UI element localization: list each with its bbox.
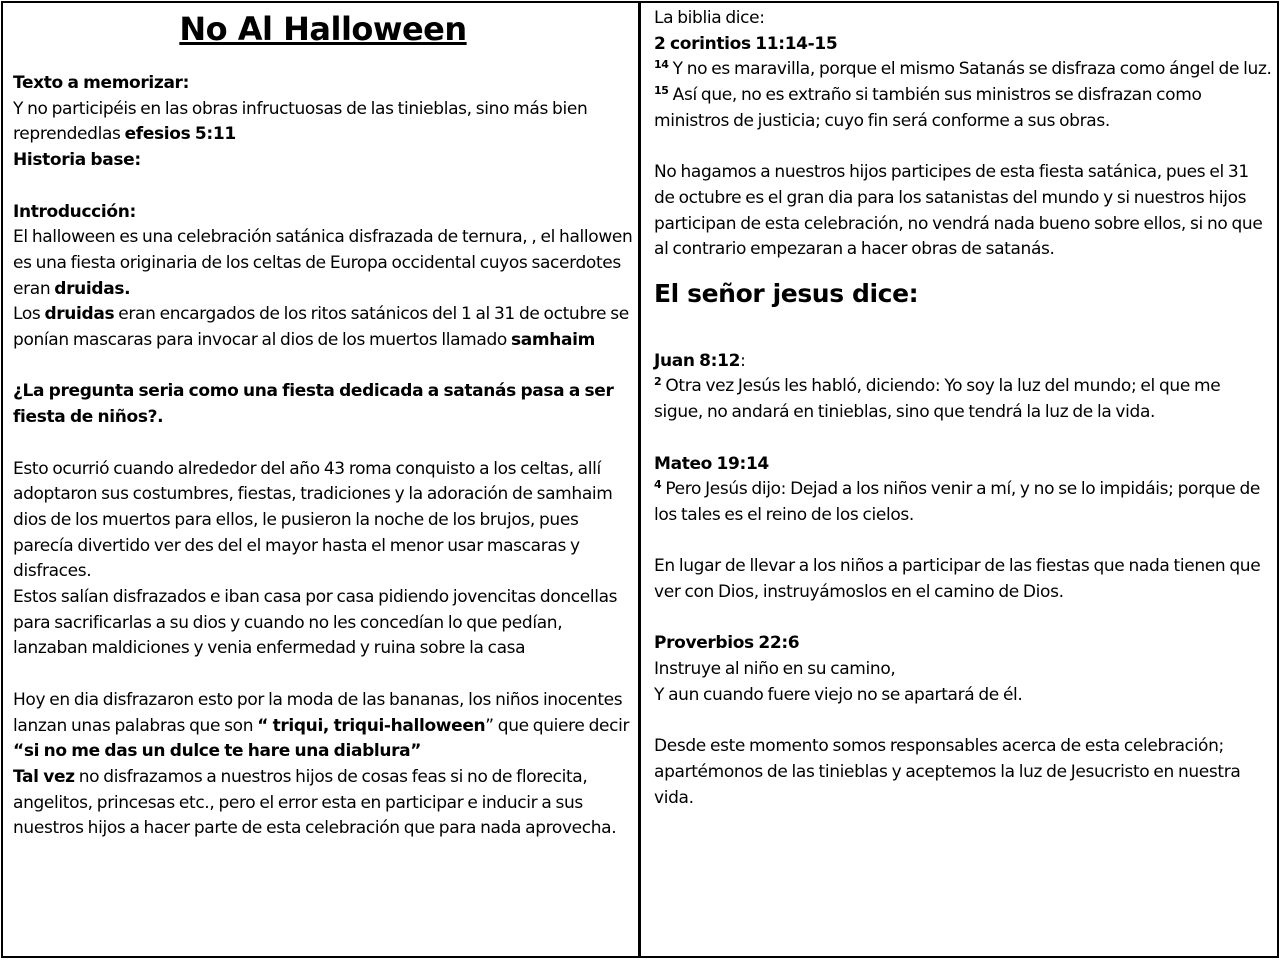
verse-15: $^{15}$ Así que, no es extraño si también sus ministros se disfrazan como ministros de justicia; cuyo fin será conforme a sus obras.: [654, 84, 1202, 131]
page-title: No Al Halloween: [179, 10, 467, 48]
history-paragraph-1: Esto ocurrió cuando alrededor del año 43 roma conquisto a los celtas, allí adoptaron sus costumbres, fiestas, tradiciones y la adoración de samhaim dios de los muertos para ellos, le pusieron la noche de los brujos, pues parecía divertido ver des del el mayor hasta el menor usar mascaras y disfraces.: [13, 458, 613, 582]
reference-corintios: 2 corintios 11:14-15: [654, 33, 838, 54]
right-column: [654, 0, 1272, 811]
story-label: Historia base:: [13, 150, 141, 171]
bible-says-label: La biblia dice:: [654, 8, 765, 28]
reference-proverbios: Proverbios 22:6: [654, 633, 800, 654]
verse-14: $^{14}$ Y no es maravilla, porque el mismo Satanás se disfraza como ángel de luz.: [654, 58, 1272, 80]
verse-mateo: $^4$ Pero Jesús dijo: Dejad a los niños venir a mí, y no se lo impidáis; porque de los tales es el reino de los cielos.: [654, 478, 1260, 525]
closing-paragraph: Desde este momento somos responsables acerca de esta celebración; apartémonos de las tinieblas y aceptemos la luz de Jesucristo en nuestra vida.: [654, 736, 1241, 808]
reference-mateo: Mateo 19:14: [654, 453, 769, 474]
memorize-label: Texto a memorizar:: [13, 73, 190, 93]
reference-juan: Juan 8:12:: [654, 350, 746, 371]
history-paragraph-2: Estos salían disfrazados e iban casa por casa pidiendo jovencitas doncellas para sacrificarlas a su dios y cuando no les concedían lo que pedían, lanzaban maldiciones y venia enfermedad y ruina sobre la casa: [13, 587, 618, 659]
intro-paragraph-2: Los druidas eran encargados de los ritos satánicos del 1 al 31 de octubre se ponían mascaras para invocar al dios de los muertos llamado samhaim: [13, 304, 629, 351]
column-divider: [638, 1, 641, 958]
memorize-verse: Y no participéis en las obras infructuosas de las tinieblas, sino más bien reprendedlas efesios 5:11: [13, 98, 588, 145]
today-paragraph: Hoy en dia disfrazaron esto por la moda de las bananas, los niños inocentes lanzan unas palabras que son “ triqui, triqui-halloween” que quiere decir “si no me das un dulce te hare una diablura”: [13, 689, 630, 762]
intro-label: Introducción:: [13, 201, 136, 222]
proverb-line-1: Instruye al niño en su camino,: [654, 659, 896, 680]
maybe-paragraph: Tal vez no disfrazamos a nuestros hijos de cosas feas si no de florecita, angelitos, princesas etc., pero el error esta en participar e inducir a sus nuestros hijos a hacer parte de esta celebración que para nada aprovecha.: [13, 766, 617, 839]
lord-says-heading: El señor jesus dice:: [654, 279, 919, 309]
intro-paragraph-1: El halloween es una celebración satánica disfrazada de ternura, , el hallowen es una fiesta originaria de los celtas de Europa occidental cuyos sacerdotes eran druidas.: [13, 227, 633, 299]
exhortation-paragraph: No hagamos a nuestros hijos participes de esta fiesta satánica, pues el 31 de octubre es el gran dia para los satanistas del mundo y si nuestros hijos participan de esta celebración, no vendrá nada bueno sobre ellos, si no que al contrario empezaran a hacer obras de satanás.: [654, 162, 1263, 260]
verse-juan: $^2$ Otra vez Jesús les habló, diciendo: Yo soy la luz del mundo; el que me sigue, no andará en tinieblas, sino que tendrá la luz de la vida.: [654, 375, 1221, 423]
proverb-line-2: Y aun cuando fuere viejo no se apartará de él.: [654, 684, 1023, 705]
question-paragraph: ¿La pregunta seria como una fiesta dedicada a satanás pasa a ser fiesta de niños?.: [13, 381, 614, 428]
instead-paragraph: En lugar de llevar a los niños a participar de las fiestas que nada tienen que ver con Dios, instruyámoslos en el camino de Dios.: [654, 556, 1261, 602]
left-column: [13, 0, 633, 842]
